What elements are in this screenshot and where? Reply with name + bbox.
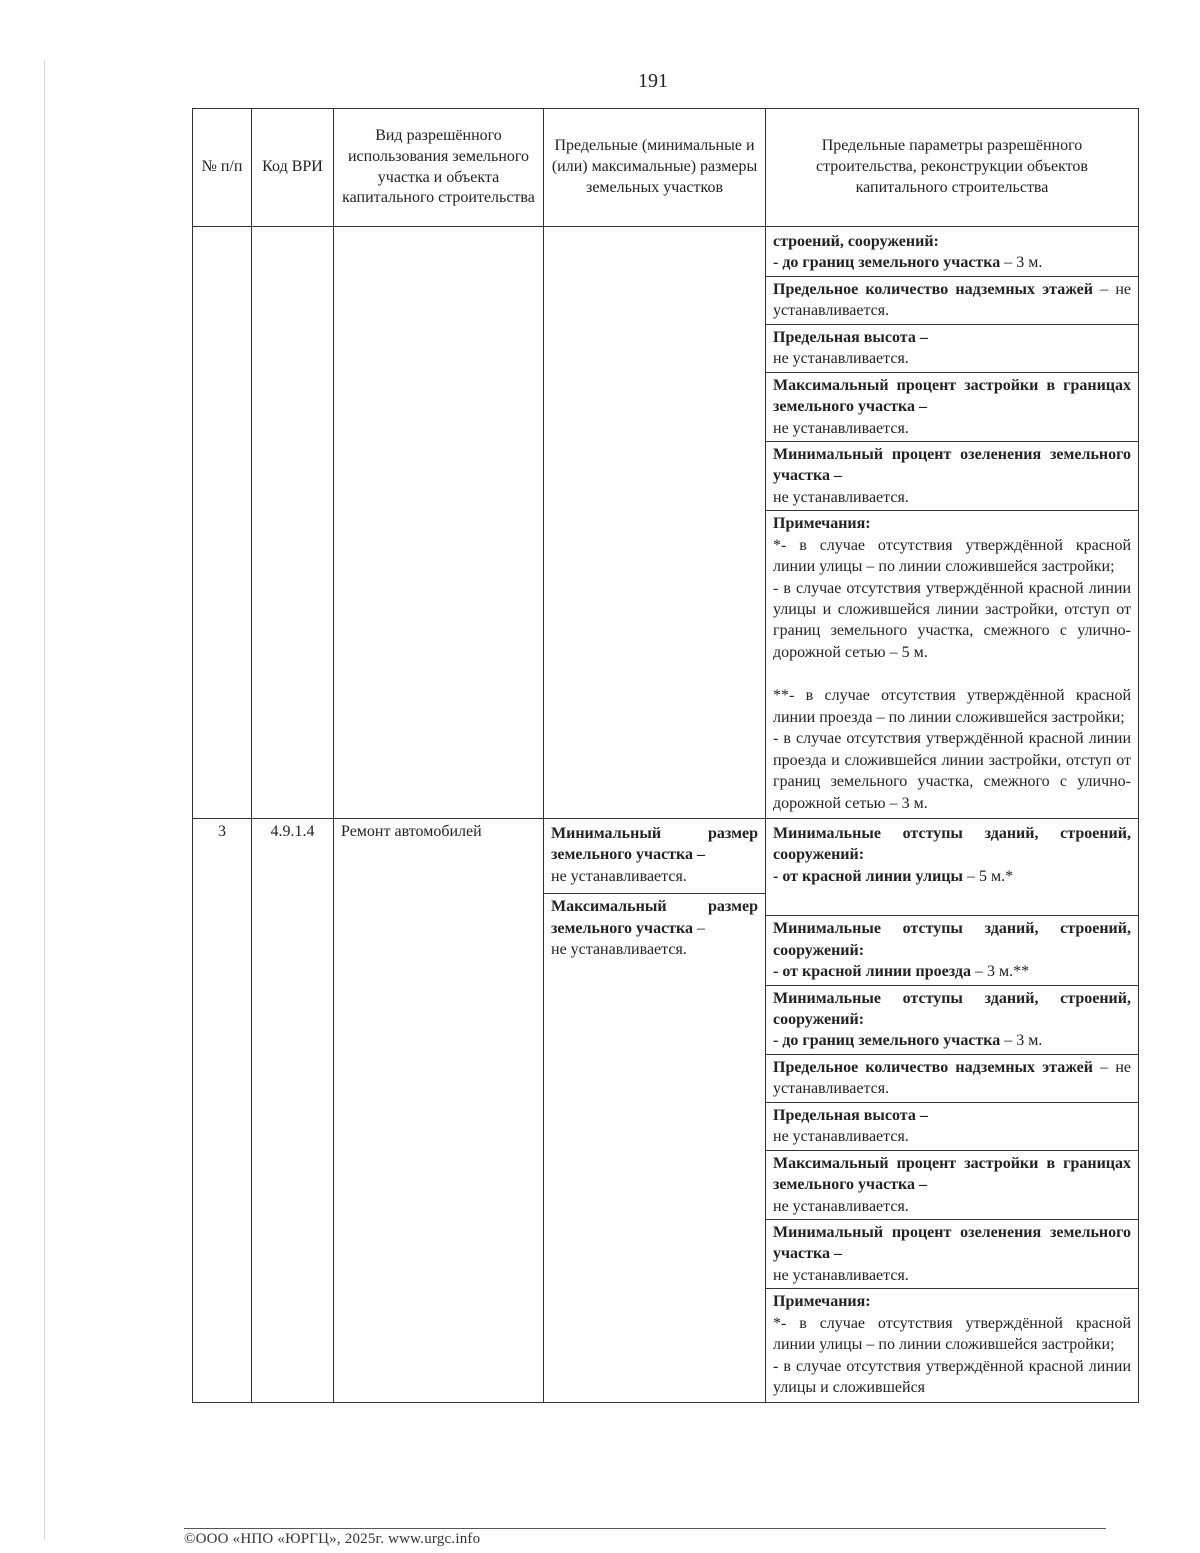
- table-row-3: [193, 818, 1139, 1403]
- param-setback-passage: Минимальные отступы зданий, строений, сооружений: - от красной линии проезда – 3 м.**: [766, 915, 1138, 984]
- cell-plot-sizes: [544, 227, 766, 819]
- scan-edge: [44, 60, 45, 1540]
- param-green-percent: Минимальный процент озеленения земельного участка – не устанавливается.: [766, 441, 1138, 510]
- header-code: Код ВРИ: [252, 109, 334, 227]
- cell-build-params: [766, 227, 1139, 819]
- cell-number: [193, 227, 252, 819]
- param-build-percent: Максимальный процент застройки в границах земельного участка – не устанавливается.: [766, 372, 1138, 441]
- param-notes: Примечания: *- в случае отсутствия утверждённой красной линии улицы – по линии сложившейся застройки; - в случае отсутствия утверждённой красной линии улицы и сложившейся: [766, 1288, 1138, 1400]
- param-floors: Предельное количество надземных этажей – не устанавливается.: [766, 276, 1138, 324]
- cell-use-type: [334, 227, 544, 819]
- page-number: 191: [638, 70, 668, 92]
- cell-code: [252, 227, 334, 819]
- footer-copyright: ©ООО «НПО «ЮРГЦ», 2025г. www.urgc.info: [184, 1531, 481, 1547]
- plot-min-size: Минимальный размер земельного участка – не устанавливается.: [551, 824, 758, 885]
- param-setback-street: Минимальные отступы зданий, строений, сооружений: - от красной линии улицы – 5 м.*: [773, 824, 1131, 885]
- params-list: [766, 229, 1138, 816]
- header-use-type: Вид разрешённого использования земельного участка и объекта капитального строительства: [334, 109, 544, 227]
- cell-build-params: [766, 818, 1139, 1403]
- regulations-table: [192, 108, 1139, 1403]
- cell-code: 4.9.1.4: [252, 818, 334, 1403]
- table-header-row: [193, 109, 1139, 227]
- param-floors: Предельное количество надземных этажей – не устанавливается.: [766, 1054, 1138, 1102]
- cell-use-type: Ремонт автомобилей: [334, 818, 544, 1403]
- header-plot-sizes: Предельные (минимальные и (или) максимальные) размеры земельных участков: [544, 109, 766, 227]
- param-green-percent: Минимальный процент озеленения земельного участка – не устанавливается.: [766, 1219, 1138, 1288]
- param-setback-boundary: строений, сооружений: - до границ земельного участка – 3 м.: [773, 233, 1043, 272]
- plot-max-size: Максимальный размер земельного участка – не устанавливается.: [544, 893, 765, 962]
- cell-number: 3: [193, 818, 252, 1403]
- param-build-percent: Максимальный процент застройки в границах земельного участка – не устанавливается.: [766, 1150, 1138, 1219]
- footer-rule: [184, 1528, 1106, 1529]
- param-height: Предельная высота – не устанавливается.: [766, 324, 1138, 372]
- param-height: Предельная высота – не устанавливается.: [766, 1102, 1138, 1150]
- cell-plot-sizes: [544, 818, 766, 1403]
- param-setback-boundary: Минимальные отступы зданий, строений, сооружений: - до границ земельного участка – 3 м.: [766, 985, 1138, 1054]
- header-build-params: Предельные параметры разрешённого строительства, реконструкции объектов капитального строительства: [766, 109, 1139, 227]
- params-list: [766, 821, 1138, 1401]
- table-row-continued: [193, 227, 1139, 819]
- param-notes: Примечания: *- в случае отсутствия утверждённой красной линии улицы – по линии сложившейся застройки; - в случае отсутствия утверждённой красной линии улицы и сложившейся линии застройки, отступ от границ земельного участка, смежного с улично-дорожной сетью – 5 м. **- в случае отсутствия утверждённой красной линии проезда – по линии сложившейся застройки; - в случае отсутствия утверждённой красной линии проезда и сложившейся линии застройки, отступ от границ земельного участка, смежного с улично-дорожной сетью – 3 м.: [766, 510, 1138, 816]
- header-number: № п/п: [193, 109, 252, 227]
